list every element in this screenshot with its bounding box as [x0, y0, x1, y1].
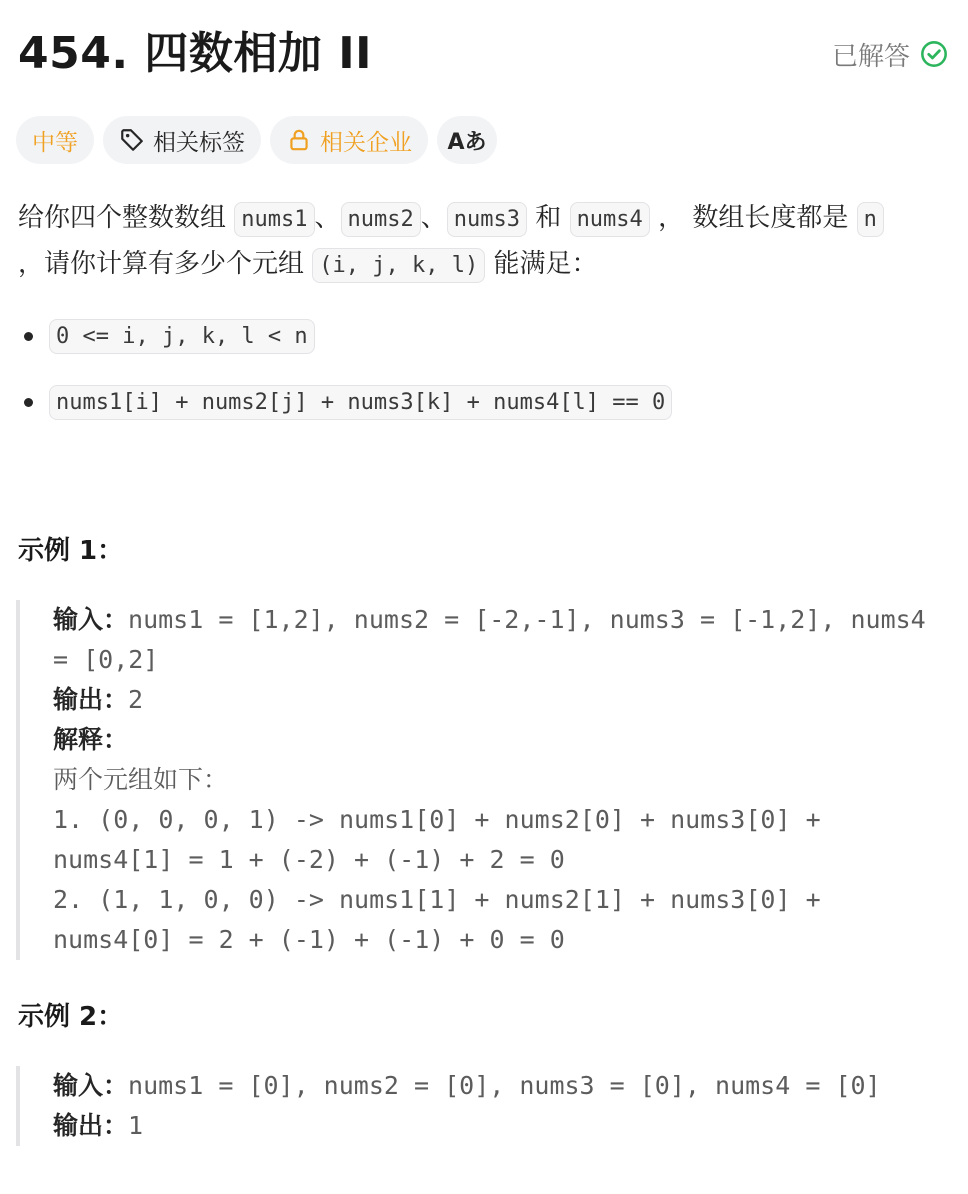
tag-bar	[16, 116, 497, 164]
input-value: nums1 = [1,2], nums2 = [-2,-1], nums3 = [-1,2], nums4 = [0,2]	[53, 605, 941, 674]
code-nums2: nums2	[341, 202, 421, 237]
desc-text: ，请你计算有多少个元组	[18, 249, 305, 279]
problem-description	[18, 196, 932, 288]
bullet-dot	[24, 398, 33, 407]
explain-line: 2. (1, 1, 0, 0) -> nums1[1] + nums2[1] + nums3[0] + nums4[0] = 2 + (-1) + (-1) + 0 = 0	[53, 885, 836, 954]
desc-text: 、	[420, 203, 447, 233]
example-2-block	[16, 1066, 932, 1146]
translate-button[interactable]	[437, 116, 497, 164]
desc-text: 、	[314, 203, 341, 233]
conditions-list	[18, 312, 672, 444]
example-input	[53, 1066, 932, 1106]
list-item	[18, 312, 672, 360]
tag-icon	[119, 127, 145, 153]
code-nums3: nums3	[447, 202, 527, 237]
desc-text: ， 数组长度都是	[658, 203, 849, 233]
example-input	[53, 600, 941, 680]
desc-text: 和	[535, 203, 562, 233]
input-value: nums1 = [0], nums2 = [0], nums3 = [0], nums4 = [0]	[128, 1071, 881, 1100]
desc-text: 能满足：	[493, 249, 598, 279]
explain-label: 解释：	[53, 725, 129, 754]
desc-text: 给你四个整数数组	[18, 203, 227, 233]
code-nums1: nums1	[234, 202, 314, 237]
companies-label: 相关企业	[320, 129, 412, 156]
example-1-title: 示例 1：	[18, 536, 124, 566]
output-label: 输出：	[53, 1111, 129, 1140]
condition-code: nums1[i] + nums2[j] + nums3[k] + nums4[l] == 0	[49, 385, 672, 420]
example-output	[53, 680, 932, 720]
input-label: 输入：	[53, 605, 129, 634]
condition-code: 0 <= i, j, k, l < n	[49, 319, 315, 354]
output-value: 1	[128, 1111, 144, 1140]
code-nums4: nums4	[570, 202, 650, 237]
check-circle-icon	[920, 40, 948, 68]
title-row	[18, 24, 948, 84]
code-tuple: (i, j, k, l)	[312, 248, 485, 283]
example-explain	[53, 720, 932, 760]
example-output	[53, 1106, 932, 1146]
companies-tag-button[interactable]	[270, 116, 428, 164]
list-item	[18, 378, 672, 426]
solved-label: 已解答	[831, 41, 910, 72]
input-label: 输入：	[53, 1071, 129, 1100]
difficulty-badge	[16, 116, 94, 164]
explain-intro: 两个元组如下：	[53, 765, 229, 794]
topics-tag-button[interactable]	[103, 116, 261, 164]
topics-label: 相关标签	[153, 129, 245, 156]
output-label: 输出：	[53, 685, 129, 714]
solved-status	[832, 36, 948, 72]
translate-icon: Aあ	[447, 129, 487, 155]
example-2-title: 示例 2：	[18, 1002, 124, 1032]
lock-icon	[286, 127, 312, 153]
difficulty-label: 中等	[32, 129, 78, 156]
example-1-block	[16, 600, 941, 960]
output-value: 2	[128, 685, 144, 714]
bullet-dot	[24, 332, 33, 341]
problem-title: 454. 四数相加 II	[18, 28, 372, 79]
explain-line: 1. (0, 0, 0, 1) -> nums1[0] + nums2[0] + nums3[0] + nums4[1] = 1 + (-2) + (-1) + 2 = 0	[53, 805, 836, 874]
code-n: n	[857, 202, 884, 237]
